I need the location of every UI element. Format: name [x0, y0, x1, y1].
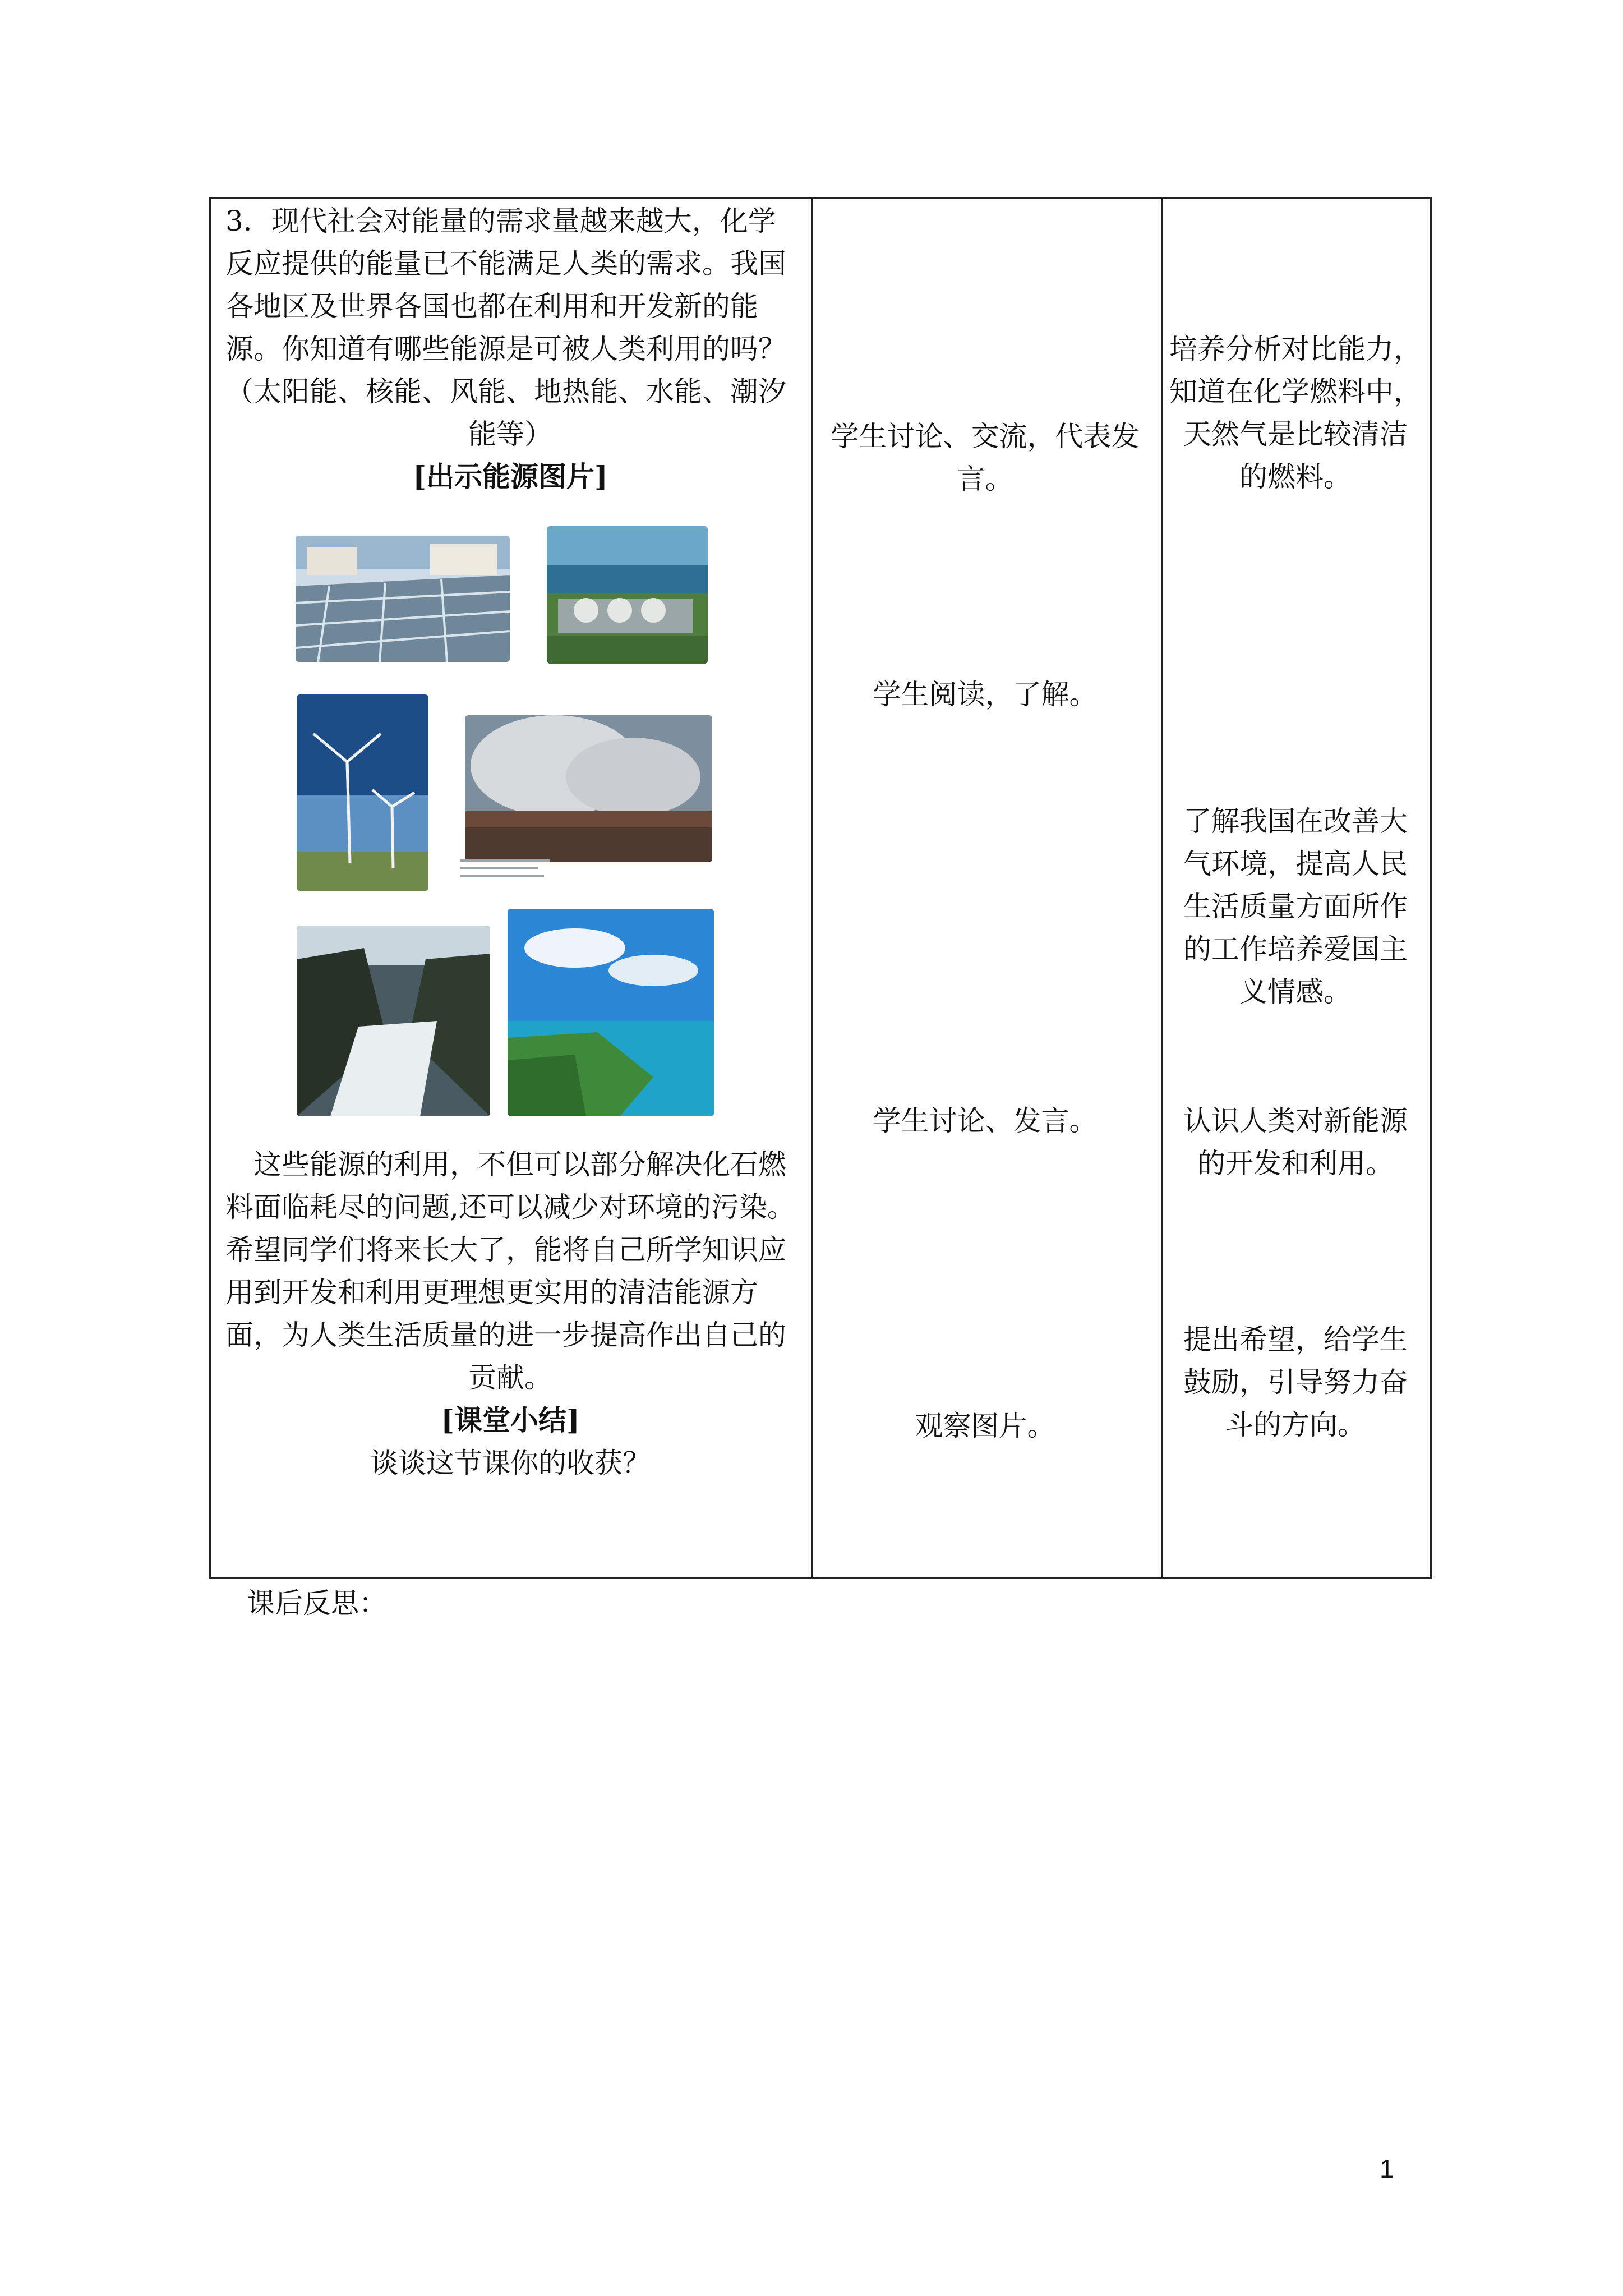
intro-line-4: 源。你知道有哪些能源是可被人类利用的吗？	[225, 333, 786, 365]
goal-3-line-2: 的开发和利用。	[1197, 1147, 1394, 1180]
activity-4: 观察图片。	[915, 1410, 1055, 1442]
closing-line-3: 希望同学们将来长大了，能将自己所学知识应	[225, 1234, 786, 1266]
activity-2: 学生阅读，了解。	[873, 678, 1098, 711]
goal-2-line-1: 了解我国在改善大	[1183, 805, 1408, 838]
goal-1-line-3: 天然气是比较清洁	[1183, 418, 1408, 450]
intro-line-5: （太阳能、核能、风能、地热能、水能、潮汐	[225, 375, 786, 408]
image-caption-lines	[460, 859, 550, 883]
goal-4-line-2: 鼓励，引导努力奋	[1183, 1366, 1408, 1398]
closing-line-5: 面，为人类生活质量的进一步提高作出自己的	[225, 1319, 786, 1351]
tidal-coast-image	[508, 909, 714, 1116]
activity-1-line-2: 言。	[957, 463, 1013, 495]
closing-line-4: 用到开发和利用更理想更实用的清洁能源方	[225, 1276, 758, 1309]
intro-line-2: 反应提供的能量已不能满足人类的需求。我国	[225, 247, 786, 280]
goal-1-line-1: 培养分析对比能力，	[1169, 333, 1422, 365]
activity-3: 学生讨论、发言。	[873, 1105, 1098, 1137]
closing-line-2: 料面临耗尽的问题,还可以减少对环境的污染。	[225, 1191, 795, 1223]
intro-line-1: 3．现代社会对能量的需求量越来越大，化学	[225, 205, 776, 237]
intro-line-6: 能等）	[468, 418, 552, 450]
activity-1-line-1: 学生讨论、交流，代表发	[831, 420, 1140, 453]
summary-question: 谈谈这节课你的收获？	[370, 1447, 651, 1479]
wind-turbines-image	[297, 694, 428, 891]
solar-panels-image	[296, 536, 510, 662]
nuclear-plant-image	[547, 526, 708, 664]
hydro-dam-image	[297, 926, 490, 1116]
page-number: 1	[1380, 2154, 1394, 2183]
closing-line-6: 贡献。	[468, 1361, 552, 1394]
goal-1-line-2: 知道在化学燃料中，	[1169, 375, 1422, 408]
goal-2-line-3: 生活质量方面所作	[1183, 890, 1408, 923]
goal-4-line-1: 提出希望，给学生	[1183, 1323, 1408, 1356]
goal-2-line-5: 义情感。	[1239, 976, 1352, 1008]
goal-2-line-4: 的工作培养爱国主	[1183, 933, 1408, 965]
show-pictures-heading: [出示能源图片]	[413, 460, 608, 493]
goal-3-line-1: 认识人类对新能源	[1183, 1105, 1408, 1137]
closing-line-1: 这些能源的利用，不但可以部分解决化石燃	[253, 1148, 786, 1181]
column-divider-1	[811, 199, 813, 1577]
goal-4-line-3: 斗的方向。	[1225, 1409, 1366, 1441]
goal-1-line-4: 的燃料。	[1239, 461, 1352, 493]
intro-line-3: 各地区及世界各国也都在利用和开发新的能	[225, 290, 758, 323]
reflection-label: 课后反思：	[247, 1587, 387, 1619]
summary-heading: [课堂小结]	[441, 1404, 580, 1437]
goal-2-line-2: 气环境，提高人民	[1183, 848, 1408, 880]
geothermal-steam-image	[465, 715, 712, 862]
